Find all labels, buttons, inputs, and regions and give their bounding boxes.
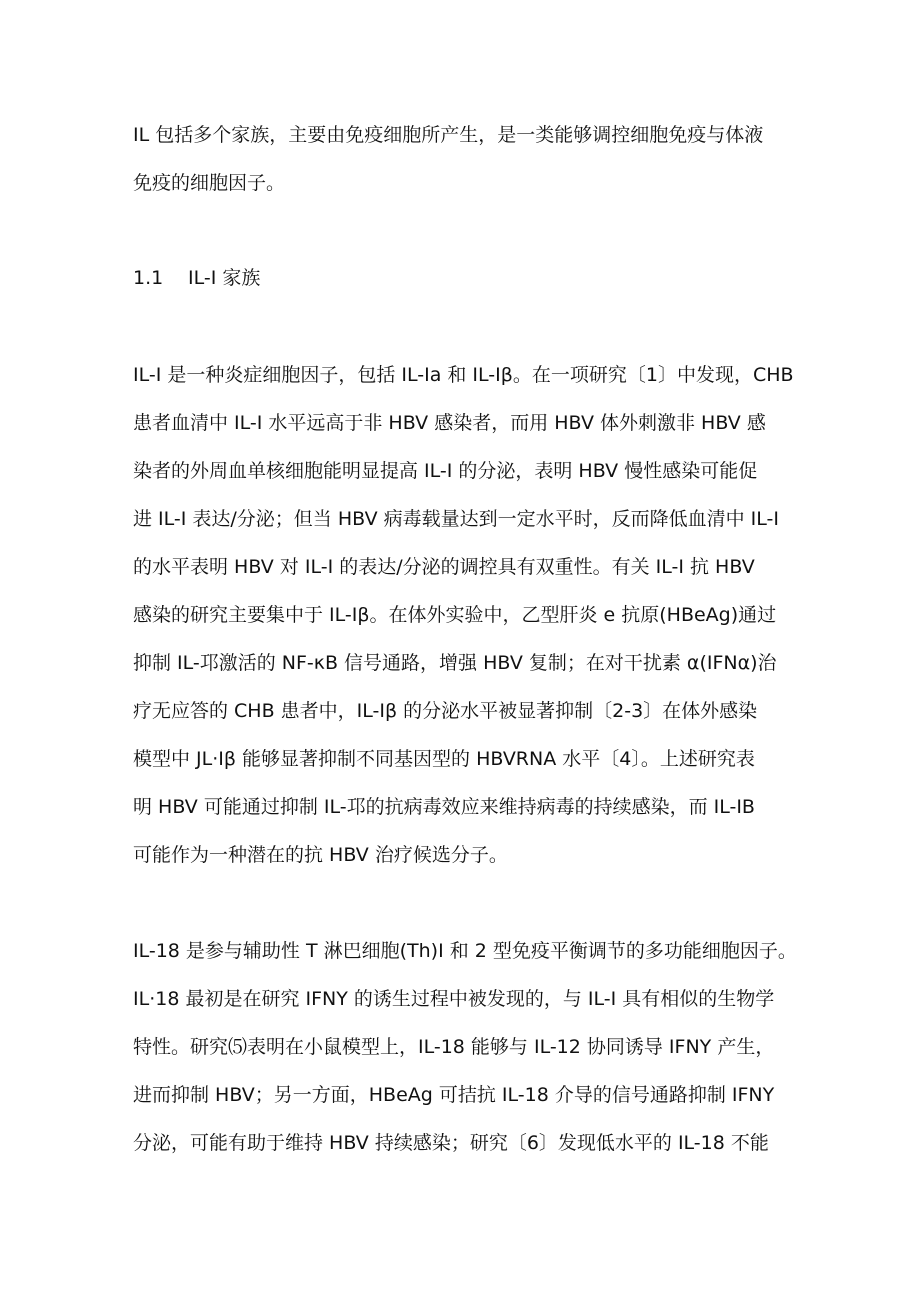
paragraph1-line-7: 抑制 IL-邛激活的 NF-κB 信号通路，增强 HBV 复制；在对干扰素 α(IFNα)治: [133, 652, 777, 674]
section-title: IL-I 家族: [188, 267, 261, 289]
paragraph1-line-11: 可能作为一种潜在的抗 HBV 治疗候选分子。: [133, 844, 508, 866]
paragraph1-line-3: 染者的外周血单核细胞能明显提高 IL-I 的分泌，表明 HBV 慢性感染可能促: [133, 460, 758, 482]
intro-line-2: 免疫的细胞因子。: [133, 172, 286, 194]
paragraph2-line-1: IL-18 是参与辅助性 T 淋巴细胞(Th)I 和 2 型免疫平衡调节的多功能细胞因子。: [133, 940, 797, 962]
paragraph1-line-2: 患者血清中 IL-I 水平远高于非 HBV 感染者，而用 HBV 体外刺激非 HBV 感: [133, 412, 766, 434]
paragraph1-line-1: IL-I 是一种炎症细胞因子，包括 IL-Ia 和 IL-Iβ。在一项研究〔1〕中发现，CHB: [133, 364, 794, 386]
paragraph2-line-2: IL·18 最初是在研究 IFNY 的诱生过程中被发现的，与 IL-I 具有相似的生物学: [133, 988, 775, 1010]
intro-line-1: IL 包括多个家族，主要由免疫细胞所产生，是一类能够调控细胞免疫与体液: [133, 124, 764, 146]
paragraph1-line-5: 的水平表明 HBV 对 IL-I 的表达/分泌的调控具有双重性。有关 IL-I 抗 HBV: [133, 556, 755, 578]
section-number: 1.1: [133, 267, 164, 289]
paragraph1-line-6: 感染的研究主要集中于 IL-Iβ。在体外实验中，乙型肝炎 e 抗原(HBeAg)通过: [133, 604, 777, 626]
paragraph2-line-3: 特性。研究⑸表明在小鼠模型上，IL-18 能够与 IL-12 协同诱导 IFNY 产生，: [133, 1036, 775, 1058]
paragraph2-line-5: 分泌，可能有助于维持 HBV 持续感染；研究〔6〕发现低水平的 IL-18 不能: [133, 1132, 769, 1154]
paragraph1-line-9: 模型中 JL·Iβ 能够显著抑制不同基因型的 HBVRNA 水平〔4〕。上述研究表: [133, 748, 755, 770]
paragraph1-line-10: 明 HBV 可能通过抑制 IL-邛的抗病毒效应来维持病毒的持续感染，而 IL-IB: [133, 796, 755, 818]
paragraph1-line-4: 进 IL-I 表达/分泌；但当 HBV 病毒载量达到一定水平时，反而降低血清中 IL-I: [133, 508, 779, 530]
paragraph2-line-4: 进而抑制 HBV；另一方面，HBeAg 可拮抗 IL-18 介导的信号通路抑制 IFNY: [133, 1084, 775, 1106]
paragraph1-line-8: 疗无应答的 CHB 患者中，IL-Iβ 的分泌水平被显著抑制〔2-3〕在体外感染: [133, 700, 758, 722]
